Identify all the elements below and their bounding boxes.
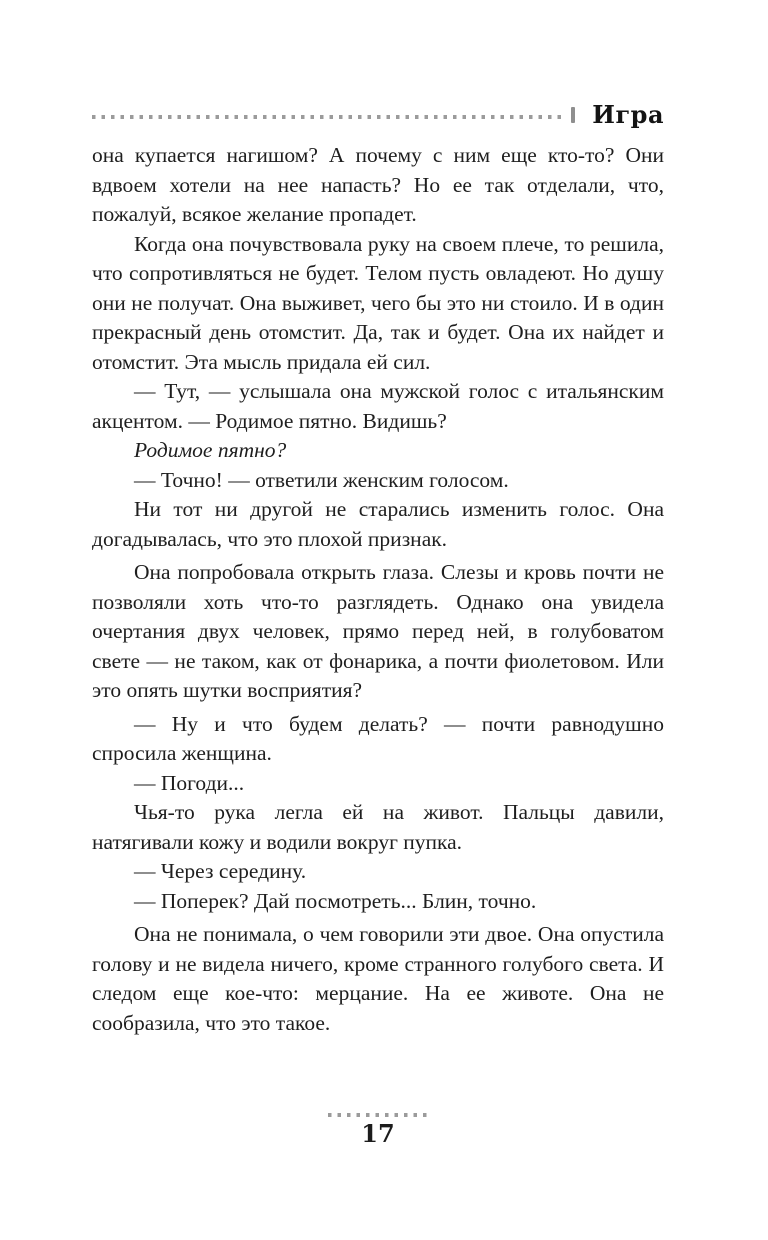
- running-title: Игра: [592, 100, 664, 129]
- paragraph: — Поперек? Дай посмотреть... Блин, точно.: [134, 888, 537, 913]
- header-dotted-leader-icon: [92, 115, 564, 119]
- paragraph: Она не понимала, о чем говорили эти двое. Она опустила голову и не видела ничего, кроме странного голубого света. И следом еще кое-что: мерцание. На ее животе. Она не сообразила, что это такое.: [92, 922, 664, 1035]
- paragraph: Родимое пятно?: [134, 438, 287, 462]
- paragraph: — Ну и что будем делать? — почти равнодушно спросила женщина.: [92, 711, 664, 765]
- page-number: 17: [361, 1119, 395, 1148]
- paragraph: она купается нагишом? А почему с ним еще кто-то? Они вдвоем хотели на нее напасть? Но ее так отделали, что, пожалуй, всякое желание пропадет.: [92, 143, 664, 226]
- body-text: [92, 141, 664, 1038]
- paragraph: — Через середину.: [134, 859, 307, 883]
- paragraph: Когда она почувствовала руку на своем плече, то решила, что сопротивляться не будет. Телом пусть овладеют. Но душу они не получат. Она выживет, чего бы это ни стоило. И в один прекрасный день отомстит. Да, так и будет. Она их найдет и отомстит. Эта мысль придала ей сил.: [92, 231, 664, 374]
- paragraph: Она попробовала открыть глаза. Слезы и кровь почти не позволяли хоть что-то разглядеть. Однако она увидела очертания двух человек, прямо перед ней, в голубоватом свете — не таком, как от фонарика, а почти фиолетовом. Или это опять шутки восприятия?: [92, 560, 664, 702]
- footer-dotted-rule-icon: [328, 1113, 428, 1117]
- paragraph: — Точно! — ответили женским голосом.: [134, 467, 509, 492]
- paragraph: Чья-то рука легла ей на живот. Пальцы давили, натягивали кожу и водили вокруг пупка.: [92, 800, 664, 854]
- page-header: [92, 100, 664, 129]
- paragraph: — Погоди...: [134, 770, 245, 795]
- paragraph: — Тут, — услышала она мужской голос с итальянским акцентом. — Родимое пятно. Видишь?: [92, 379, 664, 433]
- page-footer: [92, 1113, 664, 1147]
- header-bar-icon: [571, 107, 575, 123]
- paragraph: Ни тот ни другой не старались изменить голос. Она догадывалась, что это плохой признак.: [92, 497, 664, 551]
